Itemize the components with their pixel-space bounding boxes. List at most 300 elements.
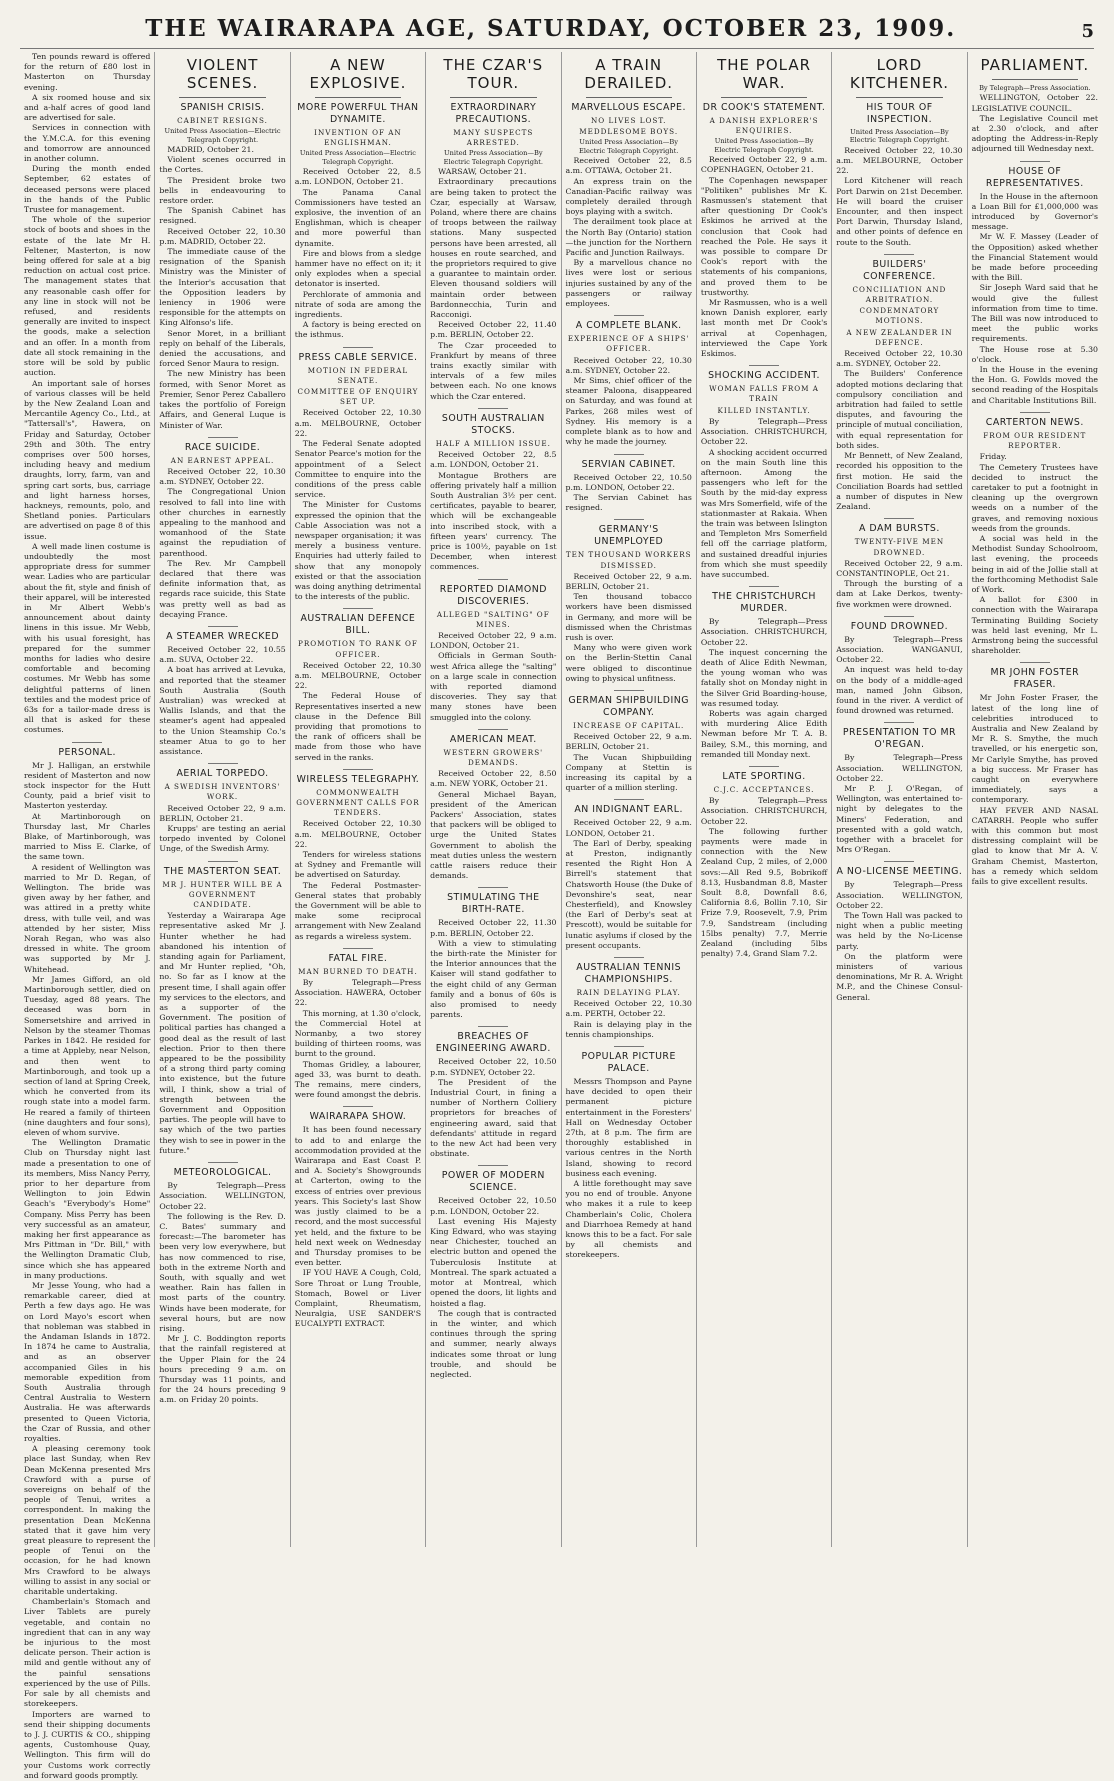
article-byline: United Press Association—By Electric Telegraph Copyright. — [443, 149, 543, 166]
article — [159, 1162, 285, 1405]
article-paragraph: Received October 22, 10.50 p.m. LONDON, October 22. — [565, 472, 692, 492]
article-paragraph: Rain is delaying play in the tennis championships. — [565, 1019, 692, 1039]
article-paragraph: Received October 22, 10.30 a.m. PERTH, October 22. — [565, 999, 692, 1019]
article-subheading: C.J.C. ACCEPTANCES. — [713, 784, 815, 794]
article-paragraph: Importers are warned to send their shipping documents to J. J. CURTIS & CO., shipping agents, Customhouse Quay, Wellington. This firm will do your Customs work correctly and forward goods promptly. — [24, 1709, 151, 1780]
article-divider — [614, 1046, 644, 1047]
article-paragraph: Received October 22, 9 a.m. CONSTANTINOPLE, Oct 21. — [836, 558, 963, 578]
article-divider — [884, 861, 914, 862]
article-paragraph: Mr Jesse Young, who had a remarkable career, died at Perth a few days ago. He was on Lord Mayo's escort when that nobleman was stabbed in the Andaman Islands in 1872. In 1874 he came to Australia, and as an observer accompanied Giles in his memorable expedition from South Australia through Central Australia to Western Australia. He was afterwards presented to Queen Victoria, the Czar of Russia, and other royalties. — [24, 1280, 151, 1444]
article-paragraph: The Vucan Shipbuilding Company at Stettin is increasing its capital by a quarter of a million sterling. — [565, 752, 692, 793]
article-paragraph: In the House in the evening the Hon. G. Fowlds moved the second reading of the Hospitals and Charitable Institutions Bill. — [971, 365, 1098, 405]
article-subheading: FROM OUR RESIDENT REPORTER. — [983, 430, 1087, 451]
article-paragraph: MADRID, October 21. — [167, 145, 254, 155]
article-paragraph: Received October 22, 9 a.m. BERLIN, October 21. — [159, 803, 286, 823]
article-paragraph: Received October 22, 10.30 a.m. SYDNEY, October 22. — [565, 355, 692, 375]
article-divider — [343, 769, 373, 770]
article-heading: METEOROLOGICAL. — [173, 1167, 272, 1179]
columns-container — [20, 52, 1102, 1780]
headline-rule — [315, 97, 401, 98]
article-paragraph: Tenders for wireless stations at Sydney and Fremantle will be advertised on Saturday. — [294, 850, 422, 880]
article-subheading: MAN BURNED TO DEATH. — [298, 966, 418, 976]
article — [701, 365, 827, 580]
article-paragraph: The Congregational Union resolved to fall into line with other churches in earnestly appealing to the manhood and womanhood of the State against the repudiation of parenthood. — [159, 487, 286, 558]
article-subheading: MEDDLESOME BOYS. — [579, 127, 679, 137]
article-paragraph: Received October 22, 10.55 a.m. SUVA, October 22. — [159, 644, 286, 665]
article-paragraph: An important sale of horses of various classes will be held by the New Zealand Loan and Mercantile Agency Co., Ltd., at "Tattersall's", Hawera, on Friday and Saturday, October 29th and 30th. The entry comprises over 500 horses, including heavy and medium draughts, lorry, farm, van and spring cart sorts, bus, carriage and light harness horses, hackneys, remounts, polo, and Shetland ponies. Particulars are advertised on page 8 of this issue. — [24, 378, 151, 541]
column-headline: VIOLENT SCENES. — [186, 56, 259, 92]
article-paragraph: The Legislative Council met at 2.30 o'clock, and after adopting the Address-in-Reply adjourned till Wednesday next. — [971, 113, 1098, 154]
column-3 — [291, 52, 426, 1547]
article-paragraph: Received October 22, 10.30 a.m. MELBOURNE, October 22. — [294, 819, 422, 849]
article-paragraph: The Wellington Dramatic Club on Thursday night last made a presentation to one of its members, Miss Nancy Perry, prior to her departure from Wellington to join Edwin Geach's "Everybody's Home" Company. Miss Perry has been very successful as an amateur, making her first appearance as Mrs Pittman in "Dr. Bill," with the Wellington Dramatic Club, since which she has appeared in many productions. — [24, 1138, 151, 1280]
article — [836, 616, 962, 717]
article-paragraph: With a view to stimulating the birth-rate the Minister for the Interior announces that the Kaiser will stand godfather to the eight child of any German family and a bonus of 60s is also promised to needy parents. — [430, 938, 557, 1020]
article-heading: BREACHES OF ENGINEERING AWARD. — [435, 1031, 551, 1055]
column-6 — [697, 52, 832, 1547]
article-paragraph: Received October 22, 9 a.m. LONDON, October 21. — [430, 630, 557, 651]
column-7 — [832, 52, 967, 1547]
article-paragraph: The Builders' Conference adopted motions declaring that compulsory conciliation and arbitration had failed to settle disputes, and favouring the principle of mutual conciliation, with equal representation for both sides. — [836, 369, 963, 450]
article-paragraph: IF YOU HAVE A Cough, Cold, Sore Throat or Lung Trouble, Stomach, Bowel or Liver Complaint, Rheumatism, Neuralgia, USE SANDER'S EUCALYPTI EXTRACT. — [294, 1268, 422, 1329]
article-heading: A STEAMER WRECKED — [166, 630, 280, 642]
article-divider — [614, 690, 644, 691]
headline-rule — [586, 97, 672, 98]
article-paragraph: The Panama Canal Commissioners have tested an explosive, the invention of an Englishman, which is cheaper and more powerful than dynamite. — [294, 187, 422, 248]
article-subheading: TEN THOUSAND WORKERS DISMISSED. — [565, 550, 692, 570]
article — [295, 769, 421, 942]
article-heading: A DAM BURSTS. — [859, 523, 940, 535]
article-divider — [614, 454, 644, 455]
article-paragraph: Lord Kitchener will reach Port Darwin on 21st December. He will board the cruiser Encounter, and then inspect Port Darwin, Thursday Island, and other points of defence en route to the South. — [836, 176, 963, 247]
article-heading: FOUND DROWNED. — [850, 620, 949, 632]
article-heading: PRESENTATION TO MR O'REGAN. — [842, 727, 957, 751]
article-paragraph: The Cemetery Trustees have decided to instruct the caretaker to put a footnight in cleaning up the overgrown weeds on a number of the graves, and removing noxious weeds from the grounds. — [971, 462, 1098, 533]
article-paragraph: Received October 22, 10.30 a.m. MELBOURNE, October 22. — [294, 408, 422, 438]
article-paragraph: The Spanish Cabinet has resigned. — [159, 206, 286, 226]
column-8 — [968, 52, 1102, 1547]
article-divider — [478, 729, 508, 730]
article-divider — [1020, 412, 1050, 413]
article-paragraph: It has been found necessary to add to and enlarge the accommodation provided at the Wairarapa and East Coast P. and A. Society's Showgrounds at Carterton, owing to the excess of entries over previous years. This Society's last Show was justly claimed to be a record, and the most successful yet held, and the fixture to be held next week on Wednesday and Thursday promises to be even better. — [294, 1125, 422, 1268]
column-headline: LORD KITCHENER. — [849, 56, 949, 92]
article-divider — [884, 518, 914, 519]
article-divider — [614, 799, 644, 800]
article-paragraph: Received October 22, 10.30 p.m. MADRID, October 22. — [159, 226, 286, 246]
article-paragraph: Received October 22, 11.40 p.m. BERLIN, October 22. — [430, 320, 557, 340]
article-byline: United Press Association—Electric Telegraph Copyright. — [164, 127, 281, 144]
article — [430, 1026, 556, 1159]
article-paragraph: Senor Moret, in a brilliant reply on behalf of the Liberals, denied the accusations, and forced Senor Maura to resign. — [159, 328, 286, 369]
article-paragraph: A shocking accident occurred on the main South line this afternoon. Among the passengers who left for the South by the mid-day express was Mrs Somerfield, wife of the stationmaster at Rakaia. When the train was between Islington and Templeton Mrs Somerfield fell off the carriage platform, and sustained dreadful injuries from which she must speedily have succumbed. — [700, 447, 828, 579]
article — [159, 56, 285, 431]
article-divider — [884, 616, 914, 617]
article-paragraph: Received October 22, 9 a.m. COPENHAGEN, October 21. — [700, 155, 828, 175]
article-paragraph: Perchlorate of ammonia and nitrate of soda are among the ingredients. — [294, 289, 422, 320]
article-heading: RACE SUICIDE. — [184, 441, 261, 453]
article-paragraph: A six roomed house and six and a-half acres of good land are advertised for sale. — [24, 92, 151, 123]
article-divider — [884, 254, 914, 255]
article-byline: United Press Association—By Electric Telegraph Copyright. — [849, 128, 950, 145]
article — [566, 56, 692, 309]
article-paragraph: During the month ended September, 62 estates of deceased persons were placed in the hands of the Public Trustee for management. — [24, 164, 151, 215]
article-divider — [208, 437, 238, 438]
article-subheading: RAIN DELAYING PLAY. — [576, 988, 681, 998]
article-heading: POPULAR PICTURE PALACE. — [581, 1051, 676, 1075]
article-paragraph: Many who were given work on the Berlin-Stettin Canal were obliged to discontinue owing to physical unfitness. — [565, 643, 692, 683]
article-paragraph: The Servian Cabinet has resigned. — [565, 492, 692, 513]
article-paragraph: Krupps' are testing an aerial torpedo invented by Colonel Unge, of the Swedish Army. — [159, 824, 286, 854]
article — [701, 56, 827, 359]
article-paragraph: Sir Joseph Ward said that he would give the fullest information from time to time. The Bill was now introduced to meet the public works requirements. — [971, 283, 1098, 344]
article-heading: LATE SPORTING. — [722, 770, 806, 782]
article-heading: MORE POWERFUL THAN DYNAMITE. — [297, 102, 419, 125]
article-heading: HOUSE OF REPRESENTATIVES. — [985, 165, 1084, 189]
article-subheading: ALLEGED "SALTING" OF MINES. — [436, 609, 550, 629]
article-heading: MARVELLOUS ESCAPE. — [571, 102, 686, 113]
article-heading: SPANISH CRISIS. — [180, 102, 265, 113]
article-divider — [478, 579, 508, 580]
article-paragraph: Received October 22, 9 a.m. BERLIN, October 21. — [565, 571, 692, 591]
article-paragraph: Mr John Foster Fraser, the latest of the long line of celebrities introduced to Australia and New Zealand by Mr R. S. Smythe, the much travelled, or his energetic son, Mr Carlyle Smythe, has proved a big success. Mr Fraser has caught on everywhere immediately, says a contemporary. — [971, 693, 1098, 805]
article-heading: MR JOHN FOSTER FRASER. — [990, 667, 1080, 691]
article-paragraph: Services in connection with the Y.M.C.A. for this evening and tomorrow are announced in another column. — [24, 123, 151, 164]
article-paragraph: By Telegraph—Press Association. WANGANUI, October 22. — [836, 634, 963, 665]
article-paragraph: Received October 22, 8.5 a.m. LONDON, October 21. — [294, 167, 422, 187]
article-paragraph: Received October 22, 10.30 a.m. SYDNEY, October 22. — [159, 466, 286, 487]
article-subheading: COMMONWEALTH GOVERNMENT CALLS FOR TENDERS. — [296, 787, 420, 818]
article — [430, 408, 556, 573]
article-heading: THE CHRISTCHURCH MURDER. — [712, 591, 816, 615]
article-divider — [478, 1165, 508, 1166]
masthead-title: THE WAIRARAPA AGE, SATURDAY, OCTOBER 23, 1909. — [145, 15, 957, 42]
article-divider — [208, 1162, 238, 1163]
article-paragraph: Ten thousand tobacco workers have been dismissed in Germany, and more will be dismissed when the Christmas rush is over. — [565, 592, 692, 642]
article-subheading: COMMITTEE OF ENQUIRY SET UP. — [297, 387, 419, 407]
article-heading: REPORTED DIAMOND DISCOVERIES. — [439, 583, 547, 607]
article — [295, 347, 421, 603]
article — [836, 254, 962, 512]
article-paragraph: Mr J. Halligan, an erstwhile resident of Masterton and now stock inspector for the Hutt County, paid a brief visit to Masterton yesterday. — [24, 760, 151, 811]
article-subheading: WOMAN FALLS FROM A TRAIN — [709, 384, 819, 404]
article-subheading: CONDEMNATORY MOTIONS. — [859, 306, 940, 326]
article-paragraph: HAY FEVER AND NASAL CATARRH. People who suffer with this common but most distressing complaint will be glad to know that Mr A. V. Graham Chemist, Masterton, has a remedy which seldom fails to give excellent results. — [971, 805, 1098, 887]
article-paragraph: General Michael Bayan, president of the American Packers' Association, states that packers will be obliged to urge the United States Government to abolish the meat duties unless the western cattle raisers reduce their demands. — [430, 789, 557, 881]
column-headline: A TRAIN DERAILED. — [584, 56, 674, 92]
article — [430, 579, 556, 723]
article-subheading: MANY SUSPECTS ARRESTED. — [453, 128, 534, 148]
article-divider — [208, 861, 238, 862]
article-heading: FATAL FIRE. — [328, 952, 388, 964]
article-subheading: MR J. HUNTER WILL BE A GOVERNMENT CANDIDATE. — [162, 879, 283, 910]
article-paragraph: By Telegraph—Press Association. WELLINGTON, October 22. — [836, 753, 963, 783]
article-byline: United Press Association—By Electric Telegraph Copyright. — [579, 138, 679, 155]
article — [972, 662, 1098, 887]
article-paragraph: The Federal Postmaster-General states that probably the Government will be able to make some reciprocal arrangement with New Zealand as regards a wireless system. — [294, 880, 422, 941]
masthead — [20, 6, 1094, 49]
article-paragraph: Mr Bennett, of New Zealand, recorded his opposition to the first motion. He said the Conciliation Boards had settled a number of disputes in New Zealand. — [836, 451, 963, 512]
article-paragraph: The whole of the superior stock of boots and shoes in the estate of the late Mr H. Feltener, Masterton, is now being offered for sale at a big reduction on actual cost price. The management states that any reasonable cash offer for any line in stock will not be refused, and residents generally are invited to inspect the goods, make a selection and an offer. In a month from date all stock remaining in the store will be sold by public auction. — [24, 215, 151, 378]
article-heading: HIS TOUR OF INSPECTION. — [866, 102, 933, 125]
article-subheading: A DANISH EXPLORER'S ENQUIRIES. — [709, 116, 819, 136]
article-subheading: KILLED INSTANTLY. — [717, 405, 811, 415]
article-paragraph: By Telegraph—Press Association. CHRISTCHURCH, October 22. — [700, 617, 828, 647]
article-paragraph: Friday. — [979, 452, 1007, 462]
article — [295, 1106, 421, 1329]
article-divider — [749, 365, 779, 366]
article — [159, 763, 285, 854]
article-paragraph: By Telegraph—Press Association. WELLINGTON, October 22. — [836, 880, 963, 910]
article-paragraph: Through the bursting of a dam at Lake Derkos, twenty-five workmen were drowned. — [836, 579, 963, 609]
article-paragraph: Received October 22, 10.30 a.m. SYDNEY, October 22. — [836, 349, 963, 369]
article-paragraph: By Telegraph—Press Association. CHRISTCHURCH, October 22. — [700, 796, 828, 826]
article-paragraph: A resident of Wellington was married to Mr D. Regan, of Wellington. The bride was given away by her father, and was attired in a pretty white dress, with tulle veil, and was attended by her sister, Miss Norah Regan, who was also dressed in white. The groom was supported by Mr J. Whitehead. — [24, 862, 151, 974]
article-paragraph: The President of the Industrial Court, in fining a number of Northern Colliery proprietors for breaches of engineering award, said that defendants' attitude in regard to the new Act had been very obstinate. — [430, 1077, 557, 1159]
article-subheading: TWENTY-FIVE MEN DROWNED. — [854, 537, 945, 557]
article-paragraph: By Telegraph—Press Association. CHRISTCHURCH, October 22. — [700, 416, 828, 447]
article-heading: AMERICAN MEAT. — [449, 733, 537, 745]
headline-rule — [856, 97, 942, 98]
article-paragraph: This morning, at 1.30 o'clock, the Commercial Hotel at Normanby, a two storey building of thirteen rooms, was burnt to the ground. — [294, 1008, 422, 1059]
article-paragraph: The following is the Rev. D. C. Bates' summary and forecast:—The barometer has been very low everywhere, but has now commenced to rise, both in the extreme North and South, with squally and wet weather. Rain has fallen in most parts of the country. Winds have been moderate, for several hours, but are now rising. — [159, 1211, 286, 1333]
article — [836, 861, 962, 1002]
article-heading: WIRELESS TELEGRAPHY. — [296, 773, 420, 785]
article-paragraph: Received October 22, 10.50 p.m. LONDON, October 22. — [430, 1196, 557, 1216]
article — [566, 1046, 692, 1261]
article-paragraph: The inquest concerning the death of Alice Edith Newman, the young woman who was fatally shot on Monday night in the Silver Grid Boarding-house, was resumed today. — [700, 647, 828, 708]
article-heading: AN INDIGNANT EARL. — [574, 804, 683, 816]
article-heading: SERVIAN CABINET. — [581, 458, 676, 470]
article-heading: PRESS CABLE SERVICE. — [298, 351, 418, 363]
article-heading: STIMULATING THE BIRTH-RATE. — [447, 892, 540, 916]
article — [566, 315, 692, 447]
article-subheading: A SWEDISH INVENTORS' WORK. — [164, 782, 281, 802]
article — [836, 722, 962, 855]
article-subheading: EXPERIENCE OF A SHIPS' OFFICER. — [567, 334, 690, 354]
article-paragraph: Fire and blows from a sledge hammer have no effect on it; it only explodes when a special detonator is inserted. — [294, 248, 422, 289]
article-heading: CARTERTON NEWS. — [985, 416, 1084, 428]
article-subheading: INVENTION OF AN ENGLISHMAN. — [314, 128, 402, 148]
article-paragraph: A ballot for £300 in connection with the Wairarapa Terminating Building Society was held last evening, Mr L. Armstrong being the successful shareholder. — [971, 595, 1098, 656]
article-paragraph: The Rev. Mr Campbell declared that there was definite information that, as regards race suicide, this State was pretty well as bad as decaying France. — [159, 558, 286, 619]
article-heading: EXTRAORDINARY PRECAUTIONS. — [450, 102, 537, 125]
article-paragraph: By Telegraph—Press Association. WELLINGTON, October 22. — [159, 1181, 286, 1211]
article-paragraph: A little forethought may save you no end of trouble. Anyone who makes it a rule to keep Chamberlain's Colic, Cholera and Diarrhoea Remedy at hand knows this to be a fact. For sale by all chemists and storekeepers. — [565, 1179, 692, 1260]
article — [566, 454, 692, 514]
article-paragraph: Received October 22, 8.5 a.m. OTTAWA, October 21. — [565, 156, 692, 176]
article-paragraph: Received October 22, 10.30 a.m. MELBOURNE, October 22. — [836, 145, 963, 176]
article — [24, 52, 150, 736]
article-paragraph: The House rose at 5.30 o'clock. — [971, 344, 1098, 364]
article-paragraph: The Minister for Customs expressed the opinion that the Cable Association was not a newspaper organisation; it was merely a business venture. Enquiries had utterly failed to show that any monopoly existed or that the association was doing anything detrimental to the interests of the public. — [294, 500, 422, 602]
article-paragraph: Mr Rasmussen, who is a well known Danish explorer, early last month met Dr Cook's arrival at Copenhagen, interviewed the Cape York Eskimos. — [700, 298, 828, 359]
article-paragraph: Received October 22, 8.50 a.m. NEW YORK, October 21. — [430, 769, 557, 789]
headline-rule — [450, 97, 536, 98]
article-heading: WAIRARAPA SHOW. — [309, 1111, 407, 1123]
article — [159, 437, 285, 620]
column-1 — [20, 52, 155, 1780]
article-divider — [343, 608, 373, 609]
article-subheading: CONCILIATION AND ARBITRATION. — [852, 284, 947, 305]
article-divider — [343, 347, 373, 348]
article-paragraph: A boat has arrived at Levuka, and reported that the steamer South Australia (South Australian) was wrecked at Wallis Islands, and that the steamer's agent had appealed to the Union Steamship Co.'s steamer Atua to go to her assistance. — [159, 665, 286, 756]
article-heading: A COMPLETE BLANK. — [575, 320, 682, 332]
article-paragraph: The new Ministry has been formed, with Senor Moret as Premier, Senor Perez Caballero takes the portfolio of Foreign Affairs, and General Luque is Minister of War. — [159, 369, 286, 430]
article-heading: BUILDERS' CONFERENCE. — [863, 258, 936, 282]
article-paragraph: At Martinborough on Thursday last, Mr Charles Blake, of Martinborough, was married to Miss E. Clarke, of the same town. — [24, 811, 151, 862]
article-paragraph: Received October 22, 8.5 a.m. LONDON, October 21. — [430, 450, 557, 470]
article-subheading: A NEW ZEALANDER IN DEFENCE. — [846, 327, 953, 347]
article-divider — [614, 519, 644, 520]
article — [430, 729, 556, 882]
article-paragraph: Received October 22, 10.50 p.m. SYDNEY, October 22. — [430, 1057, 557, 1077]
article — [24, 742, 150, 1781]
article-heading: A NO-LICENSE MEETING. — [836, 866, 963, 878]
column-2 — [155, 52, 290, 1547]
article-divider — [208, 626, 238, 627]
article-paragraph: Extraordinary precautions are being taken to protect the Czar, especially at Warsaw, Poland, where there are chains of troops between the railway stations. Many suspected persons have been arrested, all houses en route searched, and the proprietors required to give a guarantee to maintain order. Eleven thousand soldiers will maintain order between Bardonnecchia, Turin and Racconigi. — [430, 177, 557, 320]
article — [972, 56, 1098, 155]
article — [566, 690, 692, 793]
article-paragraph: A well made linen costume is undoubtedly the most appropriate dress for summer wear. Ladies who are particular about the fit, style and finish of their apparel, will be interested in Mr Albert Webb's announcement about dainty linens in this issue. Mr Webb, with his usual foresight, has prepared for the summer months for ladies who desire comfortable and becoming costumes. Mr Webb has some delightful patterns of linen textiles and the modest price of 63s for a tailor-made dress is all that is asked for these costumes. — [24, 541, 151, 735]
article-paragraph: Officials in German South-west Africa allege the "salting" on a large scale in connection with reported diamond discoveries. They say that many stones have been smuggled into the colony. — [430, 651, 557, 722]
article-paragraph: Roberts was again charged with murdering Alice Edith Newman before Mr T. A. B. Bailey, S.M., this morning, and remanded till Monday next. — [700, 708, 828, 759]
article-paragraph: Montague Brothers are offering privately half a million South Australian 3½ per cent. certificates, payable to bearer, which will be exchangeable into inscribed stock, with a fifteen years' currency. The price is 100½, payable on 1st December, when interest commences. — [430, 470, 557, 572]
article-paragraph: By a marvellous chance no lives were lost or serious injuries sustained by any of the passengers or railway employees. — [565, 258, 692, 309]
article-divider — [1020, 662, 1050, 663]
article-divider — [1020, 161, 1050, 162]
article-paragraph: A social was held in the Methodist Sunday Schoolroom, last evening, the proceeds being in aid of the Jollie stall at the forthcoming Methodist Sale of Work. — [971, 533, 1098, 594]
article-divider — [884, 722, 914, 723]
article-heading: SHOCKING ACCIDENT. — [708, 370, 821, 382]
article-heading: AUSTRALIAN DEFENCE BILL. — [300, 613, 416, 637]
article — [566, 519, 692, 684]
article — [836, 56, 962, 248]
article-paragraph: Received October 22, 11.30 p.m. BERLIN, October 22. — [430, 918, 557, 938]
article — [295, 56, 421, 341]
article-divider — [478, 1026, 508, 1027]
article-paragraph: The cough that is contracted in the winter, and which continues through the spring and summer, nearly always indicates some throat or lung trouble, and should be neglected. — [430, 1308, 557, 1379]
article-heading: AUSTRALIAN TENNIS CHAMPIONSHIPS. — [576, 962, 682, 986]
article — [566, 799, 692, 951]
article-paragraph: Violent scenes occurred in the Cortes. — [159, 155, 286, 175]
article-divider — [749, 766, 779, 767]
article-paragraph: The President broke two bells in endeavouring to restore order. — [159, 175, 286, 206]
article — [430, 56, 556, 402]
article-paragraph: Mr James Gifford, an old Martinborough settler, died on Tuesday, aged 88 years. The deceased was born in Somersetshire and arrived in Nelson by the steamer Thomas Parkes in 1842. He resided for a time at Appleby, near Nelson, and then went to Martinborough, and took up a section of land at Spring Creek, which he converted from its rough state into a model farm. He reared a family of thirteen (nine daughters and four sons), eleven of whom survive. — [24, 974, 151, 1137]
article-paragraph: Ten pounds reward is offered for the return of £80 lost in Masterton on Thursday evening. — [24, 52, 151, 92]
article-paragraph: The following further payments were made in connection with the New Zealand Cup, 2 miles, of 2,000 sovs:—All Red 9.5, Bobrikoff 8.13, Husbandman 8.8, Master Soult 8.8, Downfall 8.6, California 8.6, Bollin 7.10, Sir Frize 7.9, Roosevelt, 7.9, Prim 7.9, Sandstream (including 15lbs penalty) 7.7, Merrie Zealand (including 5lbs penalty) 7.4, Grand Slam 7.2. — [700, 826, 828, 959]
article-paragraph: Yesterday a Wairarapa Age representative asked Mr J. Hunter whether he had abandoned his intention of standing again for Parliament, and Mr Hunter replied, "Oh, no. So far as I know at the present time, I shall again offer my services to the electors, and as a supporter of the Government. The position of political parties has changed a good deal as the result of last election. Prior to then there appeared to be the possibility of a strong third party coming into existence, but the future will, I think, show a trial of strength between the Government and Opposition parties. The people will have to say which of the two parties they wish to see in power in the future." — [159, 911, 286, 1155]
article-paragraph: A factory is being erected on the isthmus. — [294, 320, 422, 340]
article-paragraph: Received October 22, 9 a.m. BERLIN, October 21. — [565, 732, 692, 752]
article-subheading: NO LIVES LOST. — [591, 116, 667, 125]
headline-rule — [179, 97, 265, 98]
article-paragraph: By Telegraph—Press Association. HAWERA, October 22. — [294, 978, 422, 1008]
article — [701, 766, 827, 959]
article — [430, 887, 556, 1020]
article-divider — [72, 742, 102, 743]
article-divider — [478, 408, 508, 409]
article-paragraph: The Earl of Derby, speaking at Preston, indignantly resented the Right Hon A Birrell's statement that Chatsworth House (the Duke of Devonshire's seat, near Chesterfield), and Knowsley (the Earl of Derby's seat at Prescott), would be suitable for lunatic asylums if closed by the present occupants. — [565, 838, 692, 950]
headline-rule — [721, 97, 807, 98]
article-paragraph: An express train on the Canadian-Pacific railway was completely derailed through boys playing with a switch. — [565, 176, 692, 217]
column-5 — [562, 52, 697, 1547]
article-paragraph: In the House in the afternoon a Loan Bill for £1,000,000 was introduced by Governor's message. — [971, 191, 1098, 232]
article-paragraph: Mr Sims, chief officer of the steamer Paloona, disappeared on Saturday, and was found at Parkes, 268 miles west of Sydney. His memory is a complete blank as to how and why he made the journey. — [565, 376, 692, 447]
article-divider — [343, 948, 373, 949]
article — [972, 412, 1098, 656]
article-divider — [749, 586, 779, 587]
article-heading: PERSONAL. — [58, 746, 116, 758]
article-paragraph: Messrs Thompson and Payne have decided to open their permanent picture entertainment in the Foresters' Hall on Wednesday October 27th, at 8 p.m. The firm are thoroughly established in various centres in the North Island, showing to record business each evening. — [565, 1077, 692, 1178]
article-divider — [343, 1106, 373, 1107]
article-paragraph: Chamberlain's Stomach and Liver Tablets are purely vegetable, and contain no ingredient that can in any way be injurious to the most delicate person. Their action is mild and gentle without any of the painful sensations experienced by the use of Pills. For sale by all chemists and storekeepers. — [24, 1597, 151, 1709]
article-divider — [614, 957, 644, 958]
article-paragraph: Mr P. J. O'Regan, of Wellington, was entertained to-night by delegates to the Miners' Federation, and presented with a gold watch, together with a bracelet for Mrs O'Regan. — [836, 783, 963, 855]
article-paragraph: WARSAW, October 21. — [438, 167, 527, 177]
column-headline: THE POLAR WAR. — [717, 56, 812, 92]
article-subheading: HALF A MILLION ISSUE. — [435, 438, 551, 448]
column-headline: A NEW EXPLOSIVE. — [309, 56, 407, 92]
article-subheading: PROMOTION TO RANK OF OFFICER. — [297, 639, 418, 659]
article-paragraph: Last evening His Majesty King Edward, who was staying near Chichester, touched an electric button and opened the Tuberculosis Institute at Montreal. The spark actuated a motor at Montreal, which opened the doors, lit lights and hoisted a flag. — [430, 1216, 557, 1308]
article-paragraph: The Town Hall was packed to night when a public meeting was held by the No-License party. — [836, 911, 963, 951]
article-paragraph: Mr J. C. Boddington reports that the rainfall registered at the Upper Plain for the 24 hours preceding 9 a.m. on Thursday was 11 points, and for the 24 hours preceding 9 a.m. on Friday 20 points. — [159, 1334, 286, 1405]
article — [701, 586, 827, 760]
article-paragraph: The immediate cause of the resignation of the Spanish Ministry was the Minister of the Interior's accusation that the Opposition leaders by leniency in 1906 were responsible for the attempts on King Alfonso's life. — [159, 247, 286, 328]
article-subheading: MOTION IN FEDERAL SENATE. — [307, 365, 409, 385]
article — [566, 957, 692, 1040]
article-subheading: WESTERN GROWERS' DEMANDS. — [443, 747, 544, 767]
article — [159, 861, 285, 1156]
page-number: 5 — [1081, 21, 1094, 42]
column-4 — [426, 52, 561, 1547]
article-heading: GERMAN SHIPBUILDING COMPANY. — [568, 694, 690, 718]
article-divider — [478, 887, 508, 888]
article-paragraph: A pleasing ceremony took place last Sunday, when Rev Dean McKenna presented Mrs Crawford with a purse of sovereigns on behalf of the people of Tenui, writes a correspondent. In making the presentation Dean McKenna stated that it gave him very great pleasure to represent the people of Tenui on the occasion, for he had known Mrs Crawford to be always willing to assist in any social or charitable undertaking. — [24, 1444, 151, 1597]
article-subheading: INCREASE OF CAPITAL. — [573, 720, 685, 730]
article-byline: United Press Association—By Electric Telegraph Copyright. — [714, 137, 814, 154]
headline-rule — [992, 79, 1078, 80]
article-paragraph: Mr W. F. Massey (Leader of the Opposition) asked whether the Financial Statement would be made before proceeding with the Bill. — [971, 232, 1098, 283]
article-paragraph: The Federal Senate adopted Senator Pearce's motion for the appointment of a Select Committee to enquire into the conditions of the press cable service. — [294, 439, 422, 500]
article-heading: THE MASTERTON SEAT. — [163, 865, 282, 877]
article-paragraph: Thomas Gridley, a labourer, aged 33, was burnt to death. The remains, mere cinders, were found amongst the debris. — [294, 1059, 422, 1100]
article-paragraph: An inquest was held to-day on the body of a middle-aged man, named John Gibson, found in the river. A verdict of found drowned was returned. — [836, 665, 963, 716]
column-headline: PARLIAMENT. — [980, 56, 1090, 74]
article — [295, 948, 421, 1101]
article-heading: DR COOK'S STATEMENT. — [702, 102, 826, 113]
article-heading: GERMANY'S UNEMPLOYED — [594, 524, 664, 548]
article-byline: By Telegraph—Press Association. — [979, 84, 1091, 92]
article-paragraph: The Copenhagen newspaper "Politiken" publishes Mr K. Rasmussen's statement that after questioning Dr Cook's Eskimos he arrived at the conclusion that Cook had reached the Pole. He says it was possible to compare Dr Cook's report with the statements of his companions, and proved them to be trustworthy. — [700, 175, 828, 297]
article-paragraph: The derailment took place at the North Bay (Ontario) station—the junction for the Northern Pacific and Junction Railways. — [565, 217, 692, 258]
article-heading: AERIAL TORPEDO. — [176, 768, 269, 780]
article-paragraph: Received October 22, 9 a.m. LONDON, October 21. — [565, 818, 692, 838]
article-divider — [208, 763, 238, 764]
article — [159, 626, 285, 757]
article-divider — [614, 315, 644, 316]
article-heading: SOUTH AUSTRALIAN STOCKS. — [441, 412, 545, 436]
article — [972, 161, 1098, 406]
article — [836, 518, 962, 609]
article-paragraph: Received October 22, 10.30 a.m. MELBOURNE, October 22. — [294, 660, 422, 691]
article — [295, 608, 421, 762]
column-headline: THE CZAR'S TOUR. — [443, 56, 544, 92]
article-paragraph: The Federal House of Representatives inserted a new clause in the Defence Bill providing that promotions to the rank of officers shall be made from those who have served in the ranks. — [294, 691, 422, 762]
article-subheading: CABINET RESIGNS. — [177, 116, 268, 125]
